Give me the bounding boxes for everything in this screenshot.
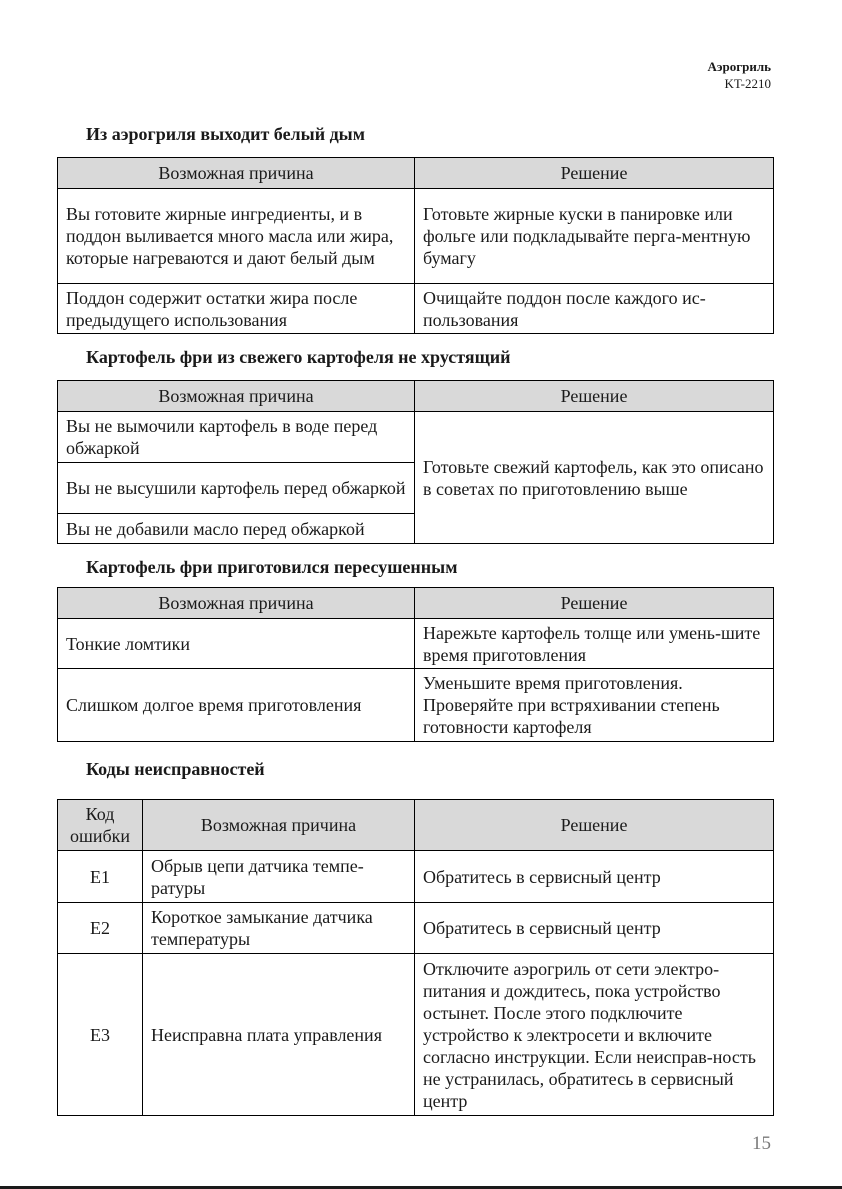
table-not-crispy xyxy=(57,380,774,544)
table-overdried xyxy=(57,587,774,742)
table-row xyxy=(58,189,774,284)
cell-solution: Готовьте жирные куски в панировке или фольге или подкладывайте перга-ментную бумагу xyxy=(415,189,774,284)
section-title-error-codes: Коды неисправностей xyxy=(86,759,265,779)
header-cause: Возможная причина xyxy=(58,158,415,189)
page-header xyxy=(707,58,771,92)
cell-cause: Тонкие ломтики xyxy=(58,619,415,669)
header-solution: Решение xyxy=(415,158,774,189)
cell-solution: Нарежьте картофель толще или умень-шите время приготовления xyxy=(415,619,774,669)
table-row xyxy=(58,619,774,669)
cell-solution: Готовьте свежий картофель, как это описано в советах по приготовлению выше xyxy=(415,412,774,544)
header-product: Аэрогриль xyxy=(707,59,771,74)
cell-cause: Неисправна плата управления xyxy=(143,954,415,1116)
table-row xyxy=(58,284,774,334)
header-cause: Возможная причина xyxy=(143,800,415,851)
header-solution: Решение xyxy=(415,588,774,619)
table-row xyxy=(58,903,774,954)
table-white-smoke xyxy=(57,157,774,334)
header-solution: Решение xyxy=(415,800,774,851)
cell-solution: Обратитесь в сервисный центр xyxy=(415,851,774,903)
cell-cause: Вы не добавили масло перед обжаркой xyxy=(58,514,415,544)
cell-solution: Отключите аэрогриль от сети электро-питания и дождитесь, пока устройство остынет. После этого подключите устройство к электросети и включите согласно инструкции. Если неисправ-ность не устранилась, обратитесь в сервисный центр xyxy=(415,954,774,1116)
cell-code: E2 xyxy=(58,903,143,954)
header-cause: Возможная причина xyxy=(58,588,415,619)
cell-code: E3 xyxy=(58,954,143,1116)
cell-cause: Поддон содержит остатки жира после предыдущего использования xyxy=(58,284,415,334)
section-title-overdried: Картофель фри приготовился пересушенным xyxy=(86,557,458,577)
cell-code: E1 xyxy=(58,851,143,903)
table-error-codes xyxy=(57,799,774,1116)
table-row xyxy=(58,851,774,903)
cell-cause: Короткое замыкание датчика температуры xyxy=(143,903,415,954)
cell-cause: Обрыв цепи датчика темпе-ратуры xyxy=(143,851,415,903)
cell-cause: Вы не высушили картофель перед обжаркой xyxy=(58,463,415,514)
page-number: 15 xyxy=(752,1133,771,1154)
cell-solution: Уменьшите время приготовления. Проверяйте при встряхивании степень готовности картофеля xyxy=(415,669,774,742)
table-row xyxy=(58,669,774,742)
table-row xyxy=(58,954,774,1116)
header-cause: Возможная причина xyxy=(58,381,415,412)
cell-cause: Вы готовите жирные ингредиенты, и в поддон выливается много масла или жира, которые нагреваются и дают белый дым xyxy=(58,189,415,284)
section-title-white-smoke: Из аэрогриля выходит белый дым xyxy=(86,124,365,144)
section-title-not-crispy: Картофель фри из свежего картофеля не хрустящий xyxy=(86,347,511,367)
cell-cause: Вы не вымочили картофель в воде перед обжаркой xyxy=(58,412,415,463)
header-code: Код ошибки xyxy=(58,800,143,851)
table-row xyxy=(58,412,774,463)
cell-solution: Обратитесь в сервисный центр xyxy=(415,903,774,954)
cell-cause: Слишком долгое время приготовления xyxy=(58,669,415,742)
header-solution: Решение xyxy=(415,381,774,412)
cell-solution: Очищайте поддон после каждого ис-пользования xyxy=(415,284,774,334)
header-model: KT-2210 xyxy=(724,76,771,91)
